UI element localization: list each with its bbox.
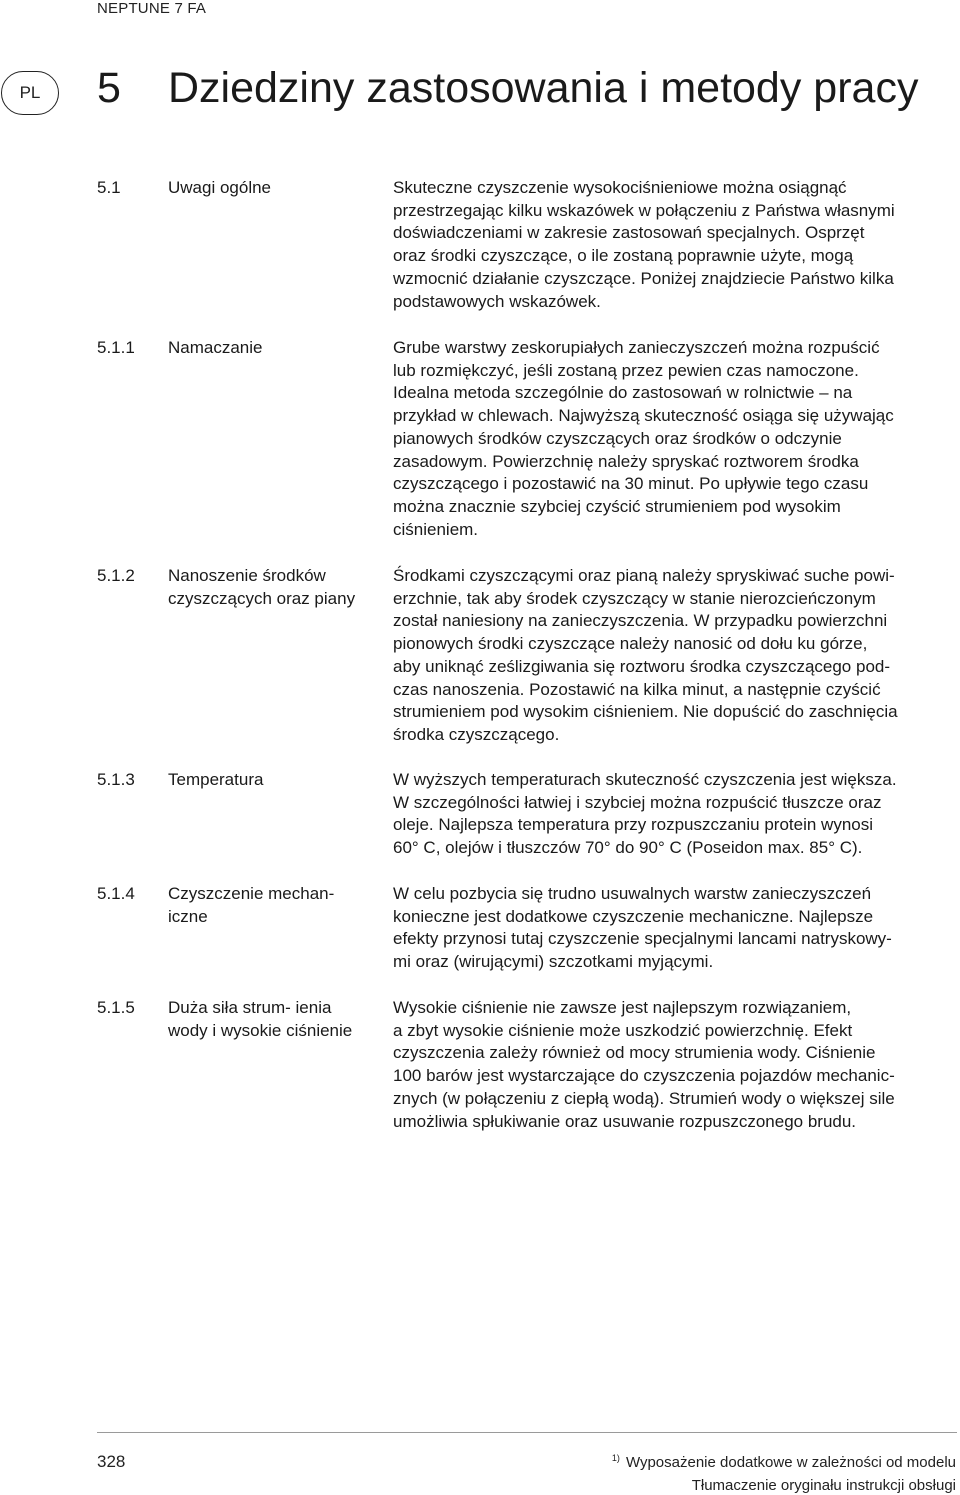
body-line: lub rozmiękczyć, jeśli zostaną przez pewien czas namoczone. — [393, 360, 859, 380]
body-line: konieczne jest dodatkowe czyszczenie mechaniczne. Najlepsze — [393, 906, 874, 926]
body-line: aby uniknąć ześlizgiwania się roztworu środka czyszczącego pod- — [393, 656, 891, 676]
body-line: oraz środki czyszczące, o ile zostaną poprawnie użyte, mogą — [393, 246, 854, 266]
body-line: oleje. Najlepsza temperatura przy rozpuszczaniu protein wynosi — [393, 815, 874, 835]
section-title: Czyszczenie mechan- iczne — [168, 884, 335, 926]
body-line: erzchnie, tak aby środek czyszczący w stanie nierozcieńczonym — [393, 588, 876, 608]
body-line: Grube warstwy zeskorupiałych zanieczyszczeń można rozpuścić — [393, 338, 880, 357]
body-line: W celu pozbycia się trudno usuwalnych warstw zanieczyszczeń — [393, 884, 872, 903]
body-line: przykład w chlewach. Najwyższą skuteczność osiąga się używając — [393, 406, 894, 426]
footnote-marker: 1) — [611, 1453, 620, 1463]
section-body — [393, 177, 956, 313]
body-line: został naniesiony na zanieczyszczenia. W przypadku powierzchni — [393, 611, 888, 631]
body-line: Środkami czyszczącymi oraz pianą należy spryskiwać suche powi- — [393, 566, 895, 585]
body-line: środka czyszczącego. — [393, 724, 560, 744]
body-line: pianowych środków czyszczących oraz środków o odczynie — [393, 428, 842, 448]
body-line: można znacznie szybciej czyścić strumieniem pod wysokim — [393, 496, 841, 516]
body-line: W szczególności łatwiej i szybciej można rozpuścić tłuszcze oraz — [393, 792, 882, 812]
section-title: Namaczanie — [168, 338, 263, 357]
body-line: Wysokie ciśnienie nie zawsze jest najlepszym rozwiązaniem, — [393, 998, 852, 1017]
section-number: 5.1.4 — [97, 884, 135, 903]
section-title: Uwagi ogólne — [168, 178, 272, 197]
body-line: pionowych środki czyszczące należy nanosić od dołu ku górze, — [393, 634, 868, 654]
footnote — [612, 1453, 956, 1471]
body-line: czyszczenia zależy również od mocy strumienia wody. Ciśnienie — [393, 1043, 876, 1063]
language-badge: PL — [1, 71, 59, 115]
section-number: 5.1.2 — [97, 566, 135, 585]
body-line: Skuteczne czyszczenie wysokociśnieniowe można osiągnąć — [393, 178, 847, 197]
section-body — [393, 769, 956, 860]
body-line: wzmocnić działanie czyszczące. Poniżej znajdziecie Państwo kilka — [393, 268, 894, 288]
body-line: podstawowych wskazówek. — [393, 291, 601, 311]
footnote-text: Wyposażenie dodatkowe w zależności od modelu — [625, 1454, 956, 1471]
body-line: 60° C, olejów i tłuszczów 70° do 90° C (Poseidon max. 85° C). — [393, 838, 863, 858]
body-line: przestrzegając kilku wskazówek w połączeniu z Państwa własnymi — [393, 200, 895, 220]
body-line: 100 barów jest wystarczające do czyszczenia pojazdów mechanic- — [393, 1066, 895, 1086]
chapter-title: Dziedziny zastosowania i metody pracy — [168, 64, 919, 112]
section-body — [393, 883, 956, 974]
body-line: czas nanoszenia. Pozostawić na kilka minut, a następnie czyścić — [393, 679, 881, 699]
chapter-number: 5 — [97, 64, 121, 112]
section-body — [393, 337, 956, 541]
page-number: 328 — [97, 1452, 126, 1471]
body-line: strumieniem pod wysokim ciśnieniem. Nie dopuścić do zaschnięcia — [393, 702, 898, 722]
body-line: czyszczącego i pozostawić na 30 minut. Po upływie tego czasu — [393, 474, 869, 494]
section-number: 5.1.5 — [97, 998, 135, 1017]
section-number: 5.1.1 — [97, 338, 135, 357]
section-body — [393, 565, 956, 747]
footer-divider — [97, 1432, 957, 1433]
section-body — [393, 997, 956, 1133]
body-line: W wyższych temperaturach skuteczność czyszczenia jest większa. — [393, 770, 897, 789]
section-title: Duża siła strum- ienia wody i wysokie ciśnienie — [168, 998, 353, 1040]
section-title: Nanoszenie środków czyszczących oraz piany — [168, 566, 356, 608]
body-line: a zbyt wysokie ciśnienie może uszkodzić powierzchnię. Efekt — [393, 1020, 853, 1040]
body-line: znych (w połączeniu z ciepłą wodą). Strumień wody o większej sile — [393, 1088, 895, 1108]
body-line: mi oraz (wirującymi) szczotkami myjącymi. — [393, 952, 714, 972]
body-line: doświadczeniami w zakresie zastosowań specjalnych. Osprzęt — [393, 223, 865, 243]
section-number: 5.1.3 — [97, 770, 135, 789]
body-line: ciśnieniem. — [393, 519, 479, 539]
body-line: umożliwia spłukiwanie oraz usuwanie rozpuszczonego brudu. — [393, 1111, 857, 1131]
section-number: 5.1 — [97, 178, 121, 197]
body-line: zasadowym. Powierzchnię należy spryskać roztworem środka — [393, 451, 859, 471]
translation-note: Tłumaczenie oryginału instrukcji obsługi — [691, 1477, 956, 1494]
body-line: efekty przynosi tutaj czyszczenie specjalnymi lancami natryskowy- — [393, 929, 892, 949]
running-header: NEPTUNE 7 FA — [97, 0, 207, 17]
body-line: Idealna metoda szczególnie do zastosowań w rolnictwie – na — [393, 383, 853, 403]
section-title: Temperatura — [168, 770, 264, 789]
